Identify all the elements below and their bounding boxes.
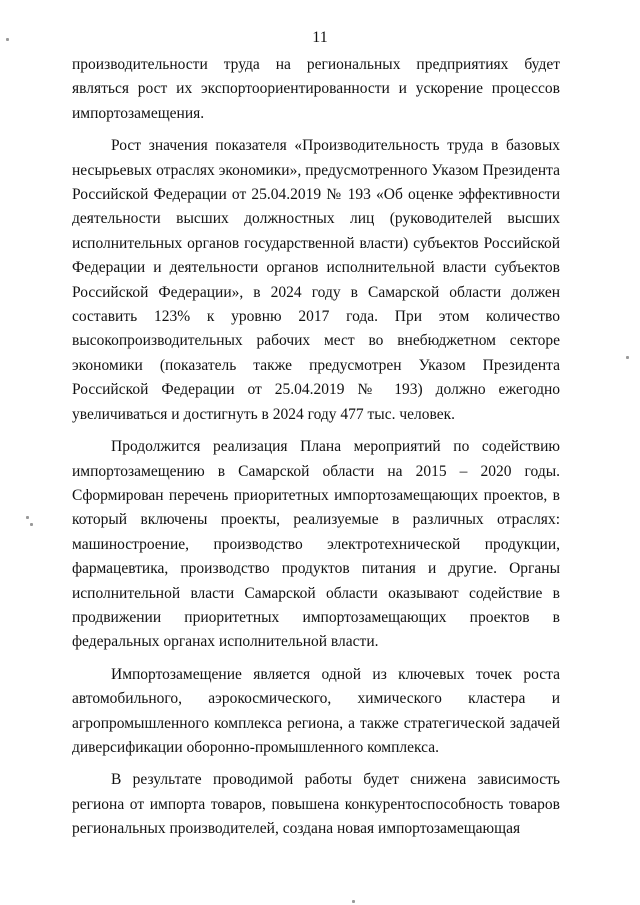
paragraph-productivity-indicator: Рост значения показателя «Производительность труда в базовых несырьевых отраслях экономики», предусмотренного Указом Президента Российской Федерации от 25.04.2019 № 193 «Об оценке эффективности деятельности высших должностных лиц (руководителей высших исполнительных органов государственной власти) субъектов Российской Федерации и деятельности органов исполнительной власти субъектов Российской Федерации», в 2024 году в Самарской области должен составить 123% к уровню 2017 года. При этом количество высокопроизводительных рабочих мест во внебюджетном секторе экономики (показатель также предусмотрен Указом Президента Российской Федерации от 25.04.2019 № 193) должно ежегодно увеличиваться и достигнуть в 2024 году 477 тыс. человек.: [72, 137, 560, 423]
paragraph-import-substitution-plan: Продолжится реализация Плана мероприятий по содействию импортозамещению в Самарской области на 2015 – 2020 годы. Сформирован перечень приоритетных импортозамещающих проектов, в который включены проекты, реализуемые в различных отраслях: машиностроение, производство электротехнической продукции, фармацевтика, производство продуктов питания и другие. Органы исполнительной власти Самарской области оказывают содействие в продвижении приоритетных импортозамещающих проектов в федеральных органах исполнительной власти.: [72, 438, 560, 651]
scan-speck: [352, 900, 355, 903]
paragraph-import-substitution-growth: Импортозамещение является одной из ключевых точек роста автомобильного, аэрокосмического, химического кластера и агропромышленного комплекса региона, а также стратегической задачей диверсификации оборонно-промышленного комплекса.: [72, 665, 560, 756]
scan-speck: [6, 38, 9, 41]
scan-speck: [626, 356, 629, 359]
paragraph-continuation: производительности труда на региональных предприятиях будет являться рост их экспортоориентированности и ускорение процессов импортозамещения.: [72, 56, 560, 122]
paragraph-results: В результате проводимой работы будет снижена зависимость региона от импорта товаров, повышена конкурентоспособность товаров региональных производителей, создана новая импортозамещающая: [72, 771, 560, 838]
scan-speck: [30, 523, 33, 526]
page-number: 11: [312, 29, 328, 46]
document-body: [72, 53, 560, 850]
scan-speck: [26, 516, 29, 519]
